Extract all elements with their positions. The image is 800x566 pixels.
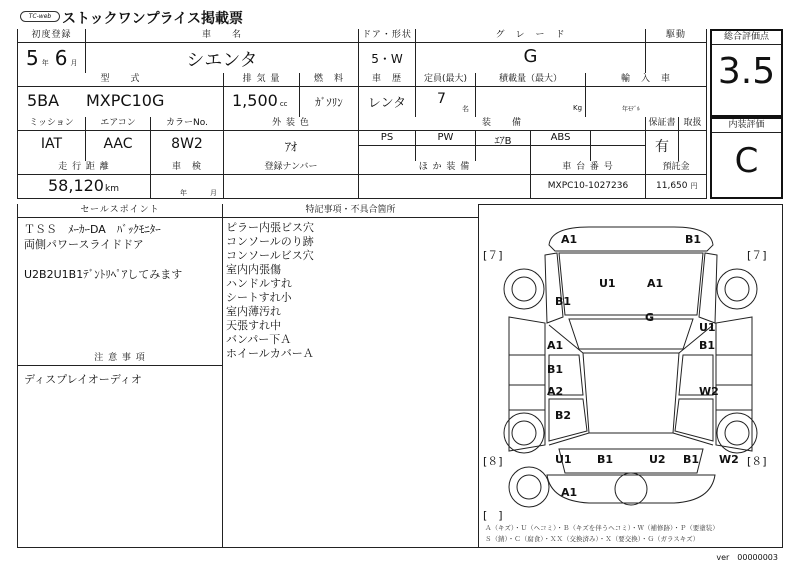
reg-year-unit: 年 — [41, 59, 49, 67]
right-body-side — [716, 317, 752, 451]
car-damage-diagram — [479, 205, 782, 547]
remark-2: コンソールのり跡 — [226, 235, 314, 248]
damage-mark: U1 — [555, 453, 572, 466]
tire-rear-left — [504, 413, 544, 453]
damage-mark: U2 — [649, 453, 666, 466]
price-number: 11,650 — [656, 181, 688, 191]
tire-front-right — [717, 269, 757, 309]
remark-7: 室内薄汚れ — [226, 305, 281, 318]
grade-value: G — [523, 46, 538, 67]
mileage-number: 58,120 — [48, 176, 104, 195]
steering-wheel — [615, 473, 647, 505]
rear-hatch — [559, 449, 703, 473]
remark-1: ピラー内張ビス穴 — [226, 221, 314, 234]
mission-value: IAT — [40, 136, 63, 152]
inspection-year-unit: 年 — [180, 189, 187, 197]
mission-header: ミッション — [18, 117, 85, 130]
door-shape-value: 5・W — [371, 52, 403, 66]
equipment-header: 装 備 — [359, 117, 645, 130]
interior-score-box — [710, 117, 783, 199]
legend-line-1: Ａ（キズ）・Ｕ（ヘコミ）・Ｂ（キズを伴うヘコミ）・Ｗ（補修跡）・Ｐ（要塗装） — [485, 524, 719, 532]
aircon-value: AAC — [103, 136, 133, 152]
spare-tire — [509, 467, 549, 507]
sales-points-header: セールスポイント — [18, 204, 222, 217]
hood — [559, 253, 703, 315]
windshield — [569, 319, 693, 349]
tire-front-left — [504, 269, 544, 309]
mileage-header: 走 行 距 離 — [18, 161, 150, 174]
ext-color-value: ｱｵ — [284, 140, 297, 154]
damage-mark: W2 — [719, 453, 739, 466]
total-score-value: 3.5 — [717, 51, 776, 92]
version-label: ver 00000003 — [716, 553, 778, 562]
displacement-header: 排 気 量 — [224, 73, 299, 86]
left-body-side — [509, 317, 545, 451]
damage-mark: U1 — [699, 321, 716, 334]
page-title: ストックワンプライス掲載票 — [62, 11, 244, 27]
cautions-header: 注 意 事 項 — [18, 352, 222, 365]
chassis-no-value: MXPC10-1027236 — [547, 181, 629, 191]
equipment-airbag: ｴｱB — [494, 136, 512, 147]
remark-8: 天張すれ中 — [226, 319, 281, 332]
damage-mark: U1 — [599, 277, 616, 290]
damage-mark: A1 — [561, 233, 578, 246]
remark-3: コンソールビス穴 — [226, 249, 314, 262]
total-score-header: 総合評価点 — [712, 31, 781, 45]
equipment-ps: PS — [380, 132, 394, 143]
reg-month-unit: 月 — [70, 59, 78, 67]
model-header: 型 式 — [18, 73, 223, 86]
mileage-unit: km — [104, 184, 119, 194]
aircon-header: エアコン — [86, 117, 150, 130]
price-value — [656, 181, 698, 191]
equipment-pw: PW — [437, 132, 454, 143]
remark-9: バンパー下Ａ — [226, 333, 292, 346]
import-header: 輸 入 車 — [586, 73, 706, 86]
first-reg-header: 初度登録 — [18, 29, 85, 42]
brand-logo-text: TC-web — [28, 13, 52, 20]
damage-mark: B1 — [699, 339, 716, 352]
damage-mark: B1 — [555, 295, 572, 308]
warranty-header: 保証書 — [646, 117, 678, 130]
damage-mark: B1 — [597, 453, 614, 466]
capacity-unit: 名 — [462, 105, 469, 113]
recall-header: 取扱 — [679, 117, 706, 130]
chassis-no-header: 車 台 番 号 — [531, 161, 645, 174]
remark-4: 室内内張傷 — [226, 263, 281, 276]
price-header: 預託金 — [646, 161, 706, 174]
load-unit: Kg — [573, 104, 583, 112]
capacity-header: 定員(最大) — [416, 73, 475, 86]
interior-score-header: 内装評価 — [712, 119, 781, 133]
reg-month: 6 — [54, 46, 68, 70]
car-name-value: シエンタ — [186, 50, 258, 71]
displacement-number: 1,500 — [232, 91, 278, 110]
sales-point-2: 両側パワースライドドア — [24, 238, 144, 251]
other-equipment-header: ほ か 装 備 — [359, 161, 530, 174]
reg-number-header: 登録ナンバー — [224, 161, 358, 174]
remark-6: シートすれ小 — [226, 291, 292, 304]
tire-rl-label: [８] — [483, 455, 503, 468]
roof — [583, 353, 679, 433]
warranty-value: 有 — [655, 139, 669, 155]
caution-1: ディスプレイオーディオ — [24, 373, 142, 386]
fuel-value: ｶﾞｿﾘﾝ — [315, 96, 343, 109]
damage-mark: B2 — [555, 409, 572, 422]
brand-logo — [20, 11, 60, 22]
model-value: MXPC10G — [86, 91, 165, 110]
ext-color-header: 外 装 色 — [224, 117, 358, 130]
equipment-abs: ABS — [550, 132, 571, 143]
tire-fl-label: [７] — [483, 249, 503, 262]
fuel-header: 燃 料 — [300, 73, 358, 86]
history-value: レンタ — [367, 96, 407, 111]
damage-mark: B1 — [547, 363, 564, 376]
damage-mark: B1 — [683, 453, 700, 466]
grade-header: グ レ ー ド — [416, 29, 645, 42]
legend-line-2: Ｓ（錆）・Ｃ（腐食）・ＸＸ（交換済み）・Ｘ（要交換）・Ｇ（ガラスキズ） — [485, 535, 700, 543]
inspection-month-unit: 月 — [210, 189, 217, 197]
damage-mark: A2 — [547, 385, 564, 398]
model-prefix-value: 5BA — [27, 91, 60, 110]
interior-score-value: C — [734, 141, 759, 181]
import-year-unit: 年ﾓﾃﾞﾙ — [622, 106, 641, 113]
spare-tire-label: [ ] — [483, 509, 503, 522]
remark-5: ハンドルすれ — [226, 277, 292, 290]
sales-point-4: U2B2U1B1ﾃﾞﾝﾄﾘﾍﾟｱしてみます — [24, 268, 183, 281]
color-no-value: 8W2 — [171, 136, 203, 152]
tire-fr-label: [７] — [747, 249, 767, 262]
damage-mark: G — [645, 311, 655, 324]
remarks-header: 特記事項・不具合箇所 — [223, 204, 478, 217]
reg-year: 5 — [26, 46, 39, 70]
damage-mark: W2 — [699, 385, 719, 398]
first-reg-value — [26, 46, 77, 70]
tire-rr-label: [８] — [747, 455, 767, 468]
displacement-value — [232, 91, 288, 110]
price-unit: 円 — [690, 182, 698, 190]
tire-rear-right — [717, 413, 757, 453]
load-header: 積載量（最大） — [476, 73, 585, 86]
damage-mark: B1 — [685, 233, 702, 246]
total-score-box — [710, 29, 783, 117]
inspection-header: 車 検 — [151, 161, 223, 174]
damage-mark: A1 — [647, 277, 664, 290]
history-header: 車 歴 — [359, 73, 415, 86]
remark-10: ホイールカバーＡ — [226, 347, 314, 360]
mileage-value — [48, 176, 119, 195]
capacity-value: 7 — [437, 91, 446, 107]
sales-point-1: ＴＳＳ ﾒｰｶｰDA ﾊﾞｯｸﾓﾆﾀｰ — [24, 223, 161, 236]
door-shape-header: ドア・形状 — [359, 29, 415, 42]
car-name-header: 車 名 — [86, 29, 358, 42]
drive-header: 駆動 — [646, 29, 706, 42]
displacement-unit: cc — [279, 100, 288, 108]
color-no-header: カラーNo. — [151, 117, 223, 130]
damage-mark: A1 — [547, 339, 564, 352]
damage-mark: A1 — [561, 486, 578, 499]
